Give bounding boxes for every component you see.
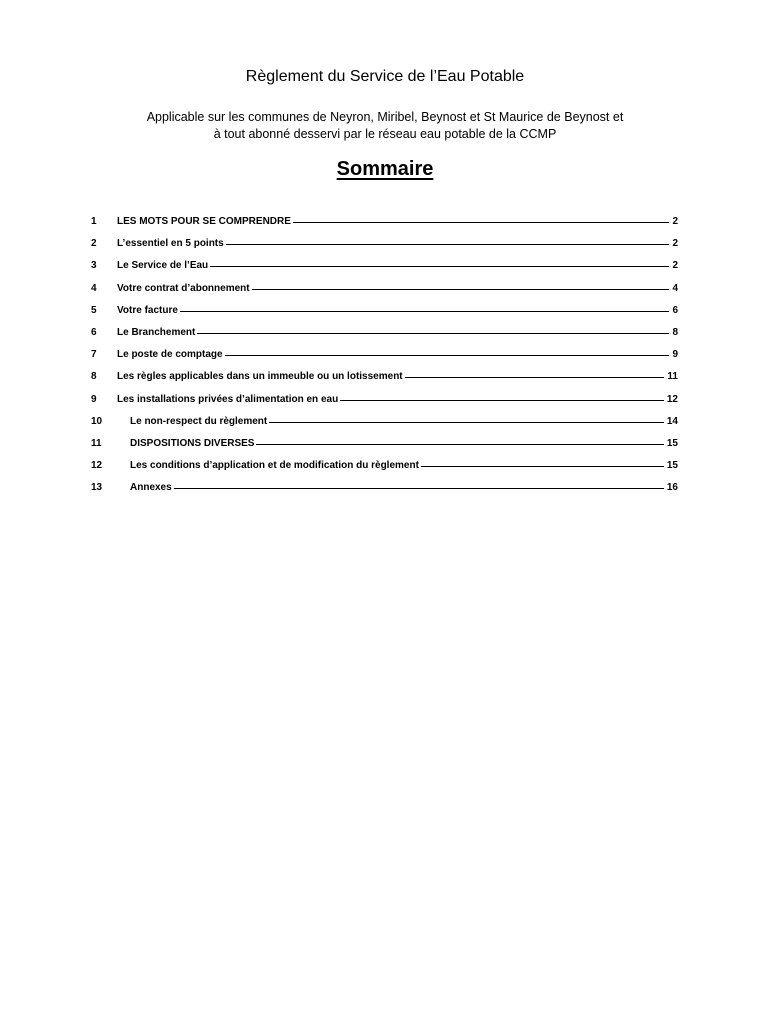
- toc-entry-title: Le non-respect du règlement: [130, 415, 268, 427]
- toc-entry-page: 15: [666, 438, 678, 449]
- toc-leader-line: [197, 333, 669, 334]
- toc-entry-number: 10: [91, 415, 103, 427]
- toc-entry-title: Votre facture: [117, 304, 178, 316]
- toc-leader-line: [340, 400, 664, 401]
- toc-leader-line: [226, 244, 670, 245]
- toc-entry-page: 2: [672, 216, 678, 227]
- toc-entry-page: 8: [672, 327, 678, 338]
- toc-entry-number: 9: [91, 393, 97, 405]
- toc-entry-number: 1: [91, 216, 97, 227]
- toc-leader-line: [225, 355, 670, 356]
- toc-entry-line: [130, 414, 678, 430]
- toc-entry-page: 16: [666, 482, 678, 494]
- toc-entry[interactable]: [0, 414, 770, 430]
- toc-leader-line: [293, 222, 670, 223]
- toc-entry-number: 6: [91, 327, 97, 338]
- toc-entry-title: DISPOSITIONS DIVERSES: [130, 438, 255, 449]
- toc-entry-line: [117, 325, 678, 341]
- toc-entry-title: Le poste de comptage: [117, 349, 223, 361]
- toc-entry-number: 11: [91, 438, 102, 449]
- toc-entry-title: Les règles applicables dans un immeuble ou un lotissement: [117, 371, 403, 383]
- toc-entry[interactable]: [0, 480, 770, 496]
- toc-entry[interactable]: [0, 281, 770, 297]
- toc-entry[interactable]: [0, 303, 770, 319]
- toc-entry-line: [130, 436, 678, 452]
- toc-heading: [0, 158, 770, 181]
- toc-entry-number: 3: [91, 260, 97, 272]
- toc-entry-line: [117, 214, 678, 230]
- toc-entry[interactable]: [0, 236, 770, 252]
- toc-entry-title: Les installations privées d’alimentation en eau: [117, 393, 339, 405]
- toc-entry[interactable]: [0, 369, 770, 385]
- toc-leader-line: [210, 266, 669, 267]
- document-title: Règlement du Service de l’Eau Potable: [245, 68, 525, 85]
- toc-entry-line: [117, 303, 678, 319]
- toc-entry-page: 14: [666, 415, 678, 427]
- document-subtitle: [100, 109, 670, 143]
- toc-entry[interactable]: [0, 436, 770, 452]
- toc-heading-text: Sommaire: [336, 158, 434, 180]
- toc-entry-number: 5: [91, 304, 97, 316]
- toc-entry-page: 4: [672, 282, 678, 294]
- toc-entry-title: Le Branchement: [117, 327, 196, 338]
- toc-entry-page: 2: [672, 238, 678, 250]
- toc-entry-line: [117, 258, 678, 274]
- toc-leader-line: [269, 422, 664, 423]
- toc-entry-number: 8: [91, 371, 97, 383]
- toc-entry-line: [130, 480, 678, 496]
- toc-entry[interactable]: [0, 258, 770, 274]
- toc-entry-title: L’essentiel en 5 points: [117, 238, 224, 250]
- toc-entry-number: 4: [91, 282, 97, 294]
- toc-entry-title: Les conditions d’application et de modification du règlement: [130, 460, 419, 472]
- toc-entry-page: 9: [672, 349, 678, 361]
- toc-entry-page: 6: [672, 304, 678, 316]
- toc-entry-title: Le Service de l’Eau: [117, 260, 209, 272]
- toc-leader-line: [256, 444, 663, 445]
- toc-entry-page: 11: [667, 371, 678, 383]
- toc-entry-number: 7: [91, 349, 97, 361]
- toc-leader-line: [252, 289, 670, 290]
- toc-entry-page: 12: [666, 393, 678, 405]
- toc-entry-page: 2: [672, 260, 678, 272]
- toc-leader-line: [180, 311, 669, 312]
- toc-entry-page: 15: [666, 460, 678, 472]
- toc-entry-title: LES MOTS POUR SE COMPRENDRE: [117, 216, 291, 227]
- toc-entry-title: Annexes: [130, 482, 172, 494]
- toc-entry[interactable]: [0, 347, 770, 363]
- toc-entry-line: [117, 347, 678, 363]
- toc-entry[interactable]: [0, 214, 770, 230]
- toc-entry-number: 2: [91, 238, 97, 250]
- subtitle-line-2: à tout abonné desservi par le réseau eau potable de la CCMP: [213, 127, 557, 141]
- subtitle-line-1: Applicable sur les communes de Neyron, Miribel, Beynost et St Maurice de Beynost et: [146, 110, 624, 124]
- toc-entry[interactable]: [0, 458, 770, 474]
- toc-leader-line: [405, 377, 665, 378]
- toc-entry-title: Votre contrat d’abonnement: [117, 282, 250, 294]
- toc-leader-line: [174, 488, 664, 489]
- toc-entry-number: 12: [91, 460, 103, 472]
- toc-entry-number: 13: [91, 482, 103, 494]
- toc-entry[interactable]: [0, 325, 770, 341]
- toc-leader-line: [421, 466, 664, 467]
- toc-entry-line: [117, 392, 678, 408]
- toc-entry-line: [117, 236, 678, 252]
- toc-entry-line: [117, 369, 678, 385]
- toc-entry-line: [130, 458, 678, 474]
- toc-entry-line: [117, 281, 678, 297]
- toc-entry[interactable]: [0, 392, 770, 408]
